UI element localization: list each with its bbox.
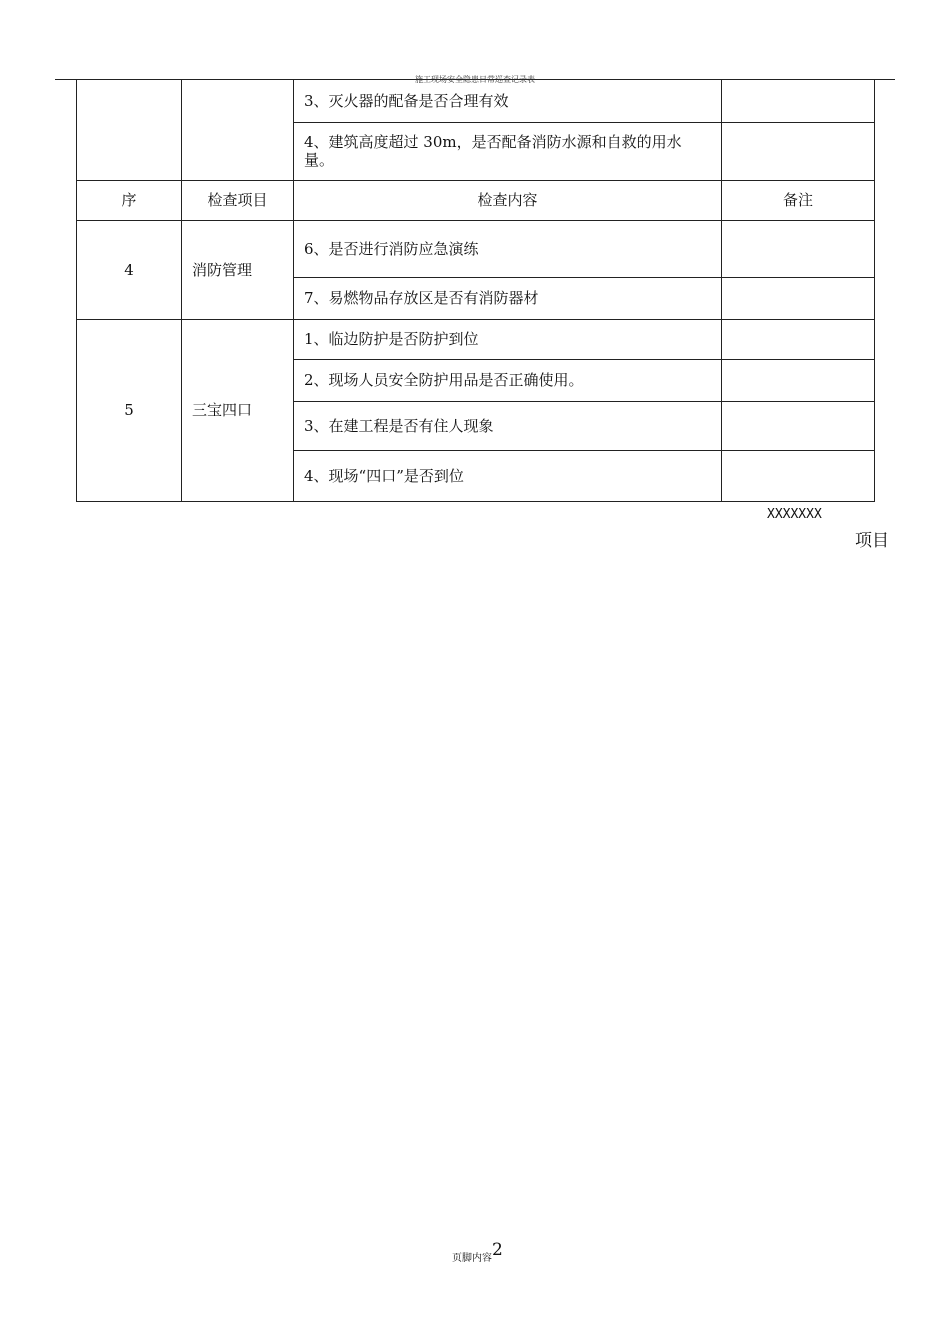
- table-row: [77, 220, 875, 277]
- content-cell: 6、是否进行消防应急演练: [294, 220, 722, 277]
- column-header-seq: 序: [77, 180, 182, 220]
- column-header-row: [77, 180, 875, 220]
- page-header-title: 施工现场安全隐患日常巡查记录表: [415, 75, 535, 84]
- project-label: 项目: [855, 531, 889, 551]
- remark-cell: [722, 220, 875, 277]
- item-cell: 三宝四口: [182, 319, 294, 501]
- content-cell: 4、现场“四口”是否到位: [294, 450, 722, 501]
- content-cell: 3、灭火器的配备是否合理有效: [294, 80, 722, 122]
- table-row: [77, 80, 875, 122]
- content-cell: 4、建筑高度超过 30m，是否配备消防水源和自救的用水量。: [294, 122, 722, 180]
- remark-cell: [722, 319, 875, 359]
- page-number: 2: [492, 1240, 503, 1260]
- seq-cell: 5: [77, 319, 182, 501]
- content-cell: 3、在建工程是否有住人现象: [294, 401, 722, 450]
- seq-cell: 4: [77, 220, 182, 319]
- table-row: [77, 319, 875, 359]
- column-header-remark: 备注: [722, 180, 875, 220]
- item-cell: [182, 80, 294, 180]
- seq-cell: [77, 80, 182, 180]
- company-placeholder: XXXXXXX: [767, 507, 822, 522]
- page-footer: [452, 1240, 503, 1266]
- item-cell: 消防管理: [182, 220, 294, 319]
- remark-cell: [722, 277, 875, 319]
- remark-cell: [722, 122, 875, 180]
- column-header-content: 检查内容: [294, 180, 722, 220]
- remark-cell: [722, 80, 875, 122]
- remark-cell: [722, 450, 875, 501]
- inspection-table: [76, 80, 875, 502]
- content-cell: 7、易燃物品存放区是否有消防器材: [294, 277, 722, 319]
- column-header-item: 检查项目: [182, 180, 294, 220]
- remark-cell: [722, 401, 875, 450]
- content-cell: 2、现场人员安全防护用品是否正确使用。: [294, 359, 722, 401]
- page-footer-label: 页脚内容: [452, 1253, 492, 1264]
- content-cell: 1、临边防护是否防护到位: [294, 319, 722, 359]
- remark-cell: [722, 359, 875, 401]
